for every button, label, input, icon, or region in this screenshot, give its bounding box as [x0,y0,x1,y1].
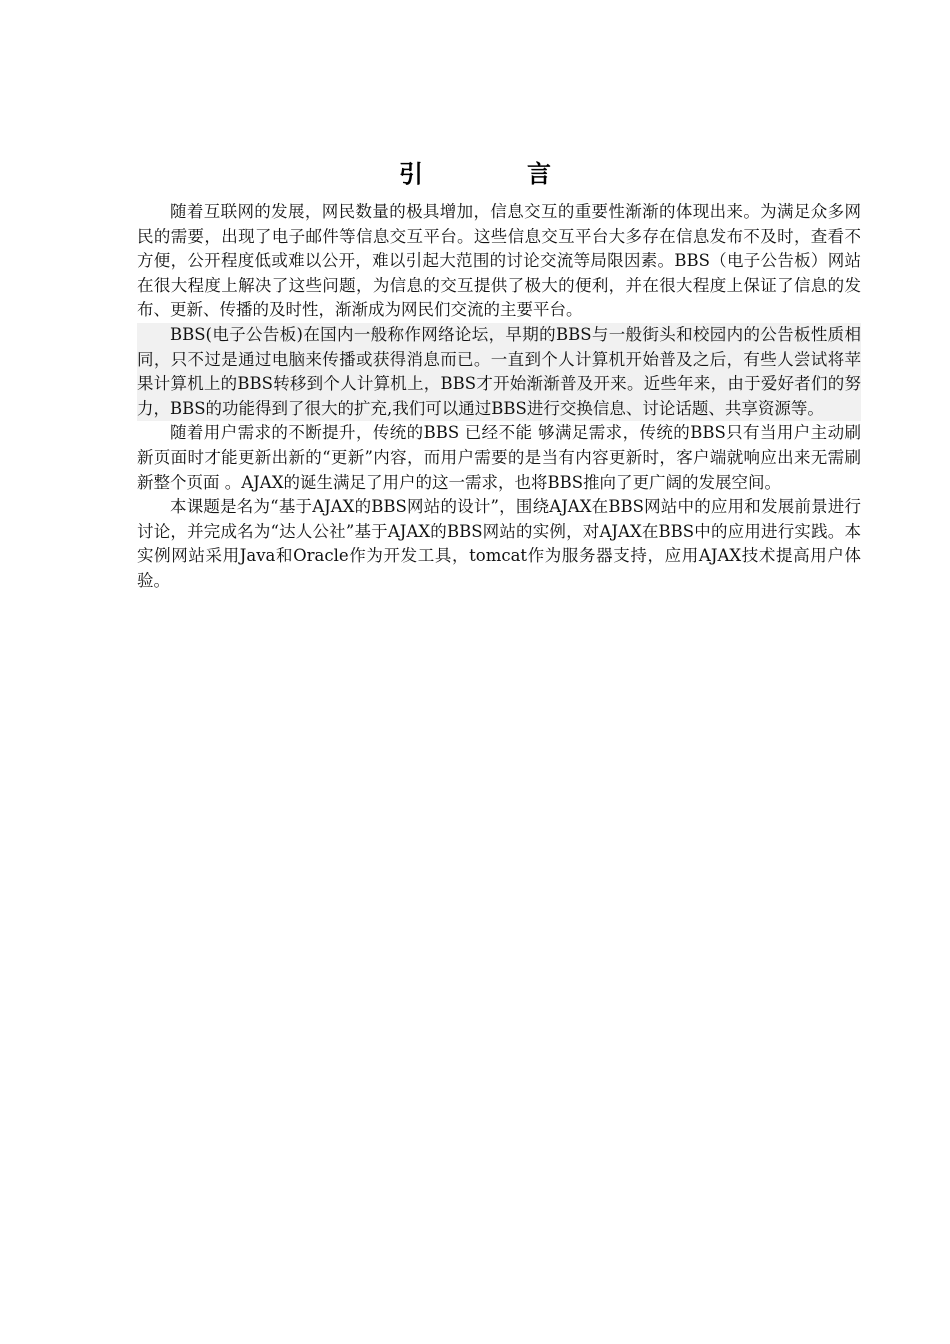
page-title: 引 言 [399,159,591,188]
document-body [137,200,861,594]
paragraph-user-needs: 随着用户需求的不断提升，传统的BBS 已经不能 够满足需求，传统的BBS只有当用户主动刷新页面时才能更新出新的“更新”内容，而用户需要的是当有内容更新时，客户端就响应出来无需刷新整个页面 。AJAX的诞生满足了用户的这一需求，也将BBS推向了更广阔的发展空间。 [137,423,861,492]
paragraph-intro-internet: 随着互联网的发展，网民数量的极具增加，信息交互的重要性渐渐的体现出来。为满足众多网民的需要，出现了电子邮件等信息交互平台。这些信息交互平台大多存在信息发布不及时，查看不方便，公开程度低或难以公开，难以引起大范围的讨论交流等局限因素。BBS（电子公告板）网站在很大程度上解决了这些问题，为信息的交互提供了极大的便利，并在很大程度上保证了信息的发布、更新、传播的及时性，渐渐成为网民们交流的主要平台。 [137,202,861,320]
paragraph-bbs-history: BBS(电子公告板)在国内一般称作网络论坛，早期的BBS与一般街头和校园内的公告板性质相同，只不过是通过电脑来传播或获得消息而已。一直到个人计算机开始普及之后，有些人尝试将苹果计算机上的BBS转移到个人计算机上，BBS才开始渐渐普及开来。近些年来，由于爱好者们的努力，BBS的功能得到了很大的扩充,我们可以通过BBS进行交换信息、讨论话题、共享资源等。 [137,323,861,421]
paragraph-project-topic: 本课题是名为“基于AJAX的BBS网站的设计”，围绕AJAX在BBS网站中的应用和发展前景进行讨论，并完成名为“达人公社”基于AJAX的BBS网站的实例，对AJAX在BBS中的应用进行实践。本实例网站采用Java和Oracle作为开发工具，tomcat作为服务器支持，应用AJAX技术提高用户体验。 [137,497,861,590]
